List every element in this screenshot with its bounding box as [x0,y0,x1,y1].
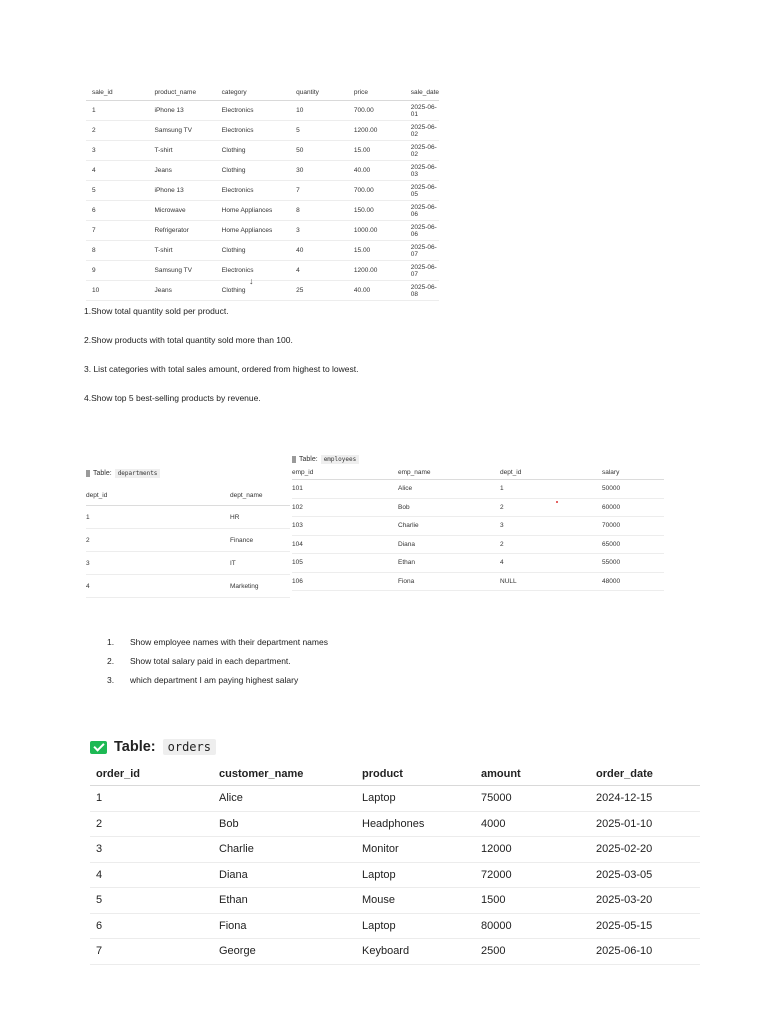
table-cell: Monitor [356,837,475,863]
question-line: 3. List categories with total sales amount, ordered from highest to lowest. [84,364,359,374]
list-text: Show employee names with their department names [130,637,328,647]
column-header: customer_name [213,762,356,786]
table-cell: Keyboard [356,939,475,965]
table-cell: 2025-06-02 [405,141,439,161]
table-cell: Headphones [356,811,475,837]
caption-table-name: employees [321,455,360,464]
column-header: sale_date [405,84,439,101]
table-cell: 150.00 [348,201,405,221]
table-row [292,498,664,517]
table-cell: 10 [290,101,348,121]
table-cell: HR [230,506,290,529]
list-item [107,675,407,687]
question-line: 4.Show top 5 best-selling products by revenue. [84,393,261,403]
table-cell: 4 [86,161,149,181]
table-cell: Samsung TV [149,261,216,281]
table-header-row [292,466,664,480]
table-cell: 1200.00 [348,261,405,281]
table-cell: 1 [86,506,230,529]
table-cell: Laptop [356,862,475,888]
table-cell: 2025-06-05 [405,181,439,201]
table-caption [90,736,700,758]
table-cell: 15.00 [348,141,405,161]
sales-rows [86,101,439,301]
caption-label: Table: [93,469,112,477]
table-row [86,506,290,529]
table-cell: 6 [86,201,149,221]
list-number: 3. [107,675,115,685]
table-row [86,161,439,181]
table-row [292,480,664,499]
table-row [292,517,664,536]
table-cell: NULL [500,572,602,591]
table-cell: 30 [290,161,348,181]
table-cell: 80000 [475,913,590,939]
table-cell: 1 [90,786,213,812]
employees-rows [292,480,664,591]
column-header: dept_name [230,485,290,506]
table-cell: 15.00 [348,241,405,261]
employees-table [292,466,664,591]
table-cell: 3 [290,221,348,241]
table-cell: 2025-06-10 [590,939,700,965]
table-cell: 4 [86,575,230,598]
table-cell: 3 [86,552,230,575]
table-row [90,862,700,888]
table-cell: 2 [86,529,230,552]
column-header: product_name [149,84,216,101]
table-cell: Laptop [356,786,475,812]
list-text: which department I am paying highest salary [130,675,299,685]
column-header: salary [602,466,664,480]
table-cell: Electronics [216,261,290,281]
table-cell: 25 [290,281,348,301]
table-row [86,529,290,552]
table-row [86,101,439,121]
table-cell: 4 [290,261,348,281]
column-header: order_date [590,762,700,786]
list-item [107,637,407,649]
table-cell: 2025-01-10 [590,811,700,837]
table-header-row [86,485,290,506]
table-cell: Jeans [149,281,216,301]
table-icon [292,456,296,463]
table-cell: Jeans [149,161,216,181]
table-cell: 9 [86,261,149,281]
table-cell: 2 [90,811,213,837]
table-cell: 2025-03-05 [590,862,700,888]
red-dot-mark [556,501,558,503]
table-cell: 2025-06-06 [405,221,439,241]
table-cell: 55000 [602,554,664,573]
column-header: dept_id [86,485,230,506]
table-cell: 1200.00 [348,121,405,141]
table-cell: 40 [290,241,348,261]
table-cell: Microwave [149,201,216,221]
table-cell: 50 [290,141,348,161]
table-row [86,201,439,221]
table-cell: 700.00 [348,101,405,121]
table-cell: 4 [500,554,602,573]
table-cell: George [213,939,356,965]
column-header: category [216,84,290,101]
list-number: 1. [107,637,115,647]
table-cell: 10 [86,281,149,301]
table-cell: 3 [86,141,149,161]
table-cell: 2025-06-06 [405,201,439,221]
table-cell: Mouse [356,888,475,914]
caption-table-name: departments [115,469,161,478]
table-cell: IT [230,552,290,575]
table-row [86,221,439,241]
table-cell: 8 [290,201,348,221]
list-item [107,656,407,668]
table-caption [292,452,664,466]
table-cell: Diana [213,862,356,888]
table-cell: 2025-06-07 [405,241,439,261]
table-cell: T-shirt [149,141,216,161]
table-caption [86,466,290,480]
list-number: 2. [107,656,115,666]
table-row [90,837,700,863]
table-cell: 7 [90,939,213,965]
table-cell: 1 [86,101,149,121]
table-row [90,939,700,965]
table-cell: 2025-06-07 [405,261,439,281]
table-row [86,575,290,598]
caption-label: Table: [114,739,156,755]
table-cell: 4 [90,862,213,888]
table-cell: 1 [500,480,602,499]
table-cell: iPhone 13 [149,101,216,121]
table-cell: Clothing [216,281,290,301]
table-cell: 8 [86,241,149,261]
table-cell: 700.00 [348,181,405,201]
table-cell: 4000 [475,811,590,837]
table-row [90,913,700,939]
table-row [90,811,700,837]
table-cell: 2024-12-15 [590,786,700,812]
orders-table [90,762,700,965]
table-row [90,888,700,914]
table-cell: 40.00 [348,161,405,181]
question-line: 1.Show total quantity sold per product. [84,306,229,316]
table-header-row [86,84,439,101]
column-header: order_id [90,762,213,786]
table-cell: iPhone 13 [149,181,216,201]
caption-label: Table: [299,455,318,463]
table-cell: Clothing [216,141,290,161]
table-cell: Fiona [398,572,500,591]
table-header-row [90,762,700,786]
table-row [292,535,664,554]
table-cell: 75000 [475,786,590,812]
caption-table-name: orders [163,739,216,755]
departments-rows [86,506,290,598]
table-cell: 104 [292,535,398,554]
employees-table-image [292,452,664,591]
column-header: emp_id [292,466,398,480]
table-cell: Alice [398,480,500,499]
table-cell: 2025-06-03 [405,161,439,181]
table-cell: 3 [90,837,213,863]
checkmark-icon [90,741,107,754]
table-cell: 2025-06-08 [405,281,439,301]
table-cell: 2500 [475,939,590,965]
table-cell: Ethan [213,888,356,914]
table-row [90,786,700,812]
table-row [292,554,664,573]
arrow-down-icon: ↓ [249,276,254,286]
table-cell: 40.00 [348,281,405,301]
table-cell: 1000.00 [348,221,405,241]
column-header: emp_name [398,466,500,480]
sales-table-image [86,84,439,301]
table-cell: 5 [86,181,149,201]
table-row [86,261,439,281]
table-cell: 7 [86,221,149,241]
table-cell: Fiona [213,913,356,939]
table-cell: Home Appliances [216,201,290,221]
table-cell: 101 [292,480,398,499]
table-cell: 2025-06-01 [405,101,439,121]
table-cell: Electronics [216,101,290,121]
table-cell: Home Appliances [216,221,290,241]
orders-rows [90,786,700,965]
table-cell: 12000 [475,837,590,863]
table-cell: 5 [90,888,213,914]
table-row [86,181,439,201]
table-cell: 50000 [602,480,664,499]
table-cell: Refrigerator [149,221,216,241]
table-cell: 72000 [475,862,590,888]
table-cell: Electronics [216,121,290,141]
table-cell: Electronics [216,181,290,201]
column-header: quantity [290,84,348,101]
table-cell: Alice [213,786,356,812]
table-cell: 2025-03-20 [590,888,700,914]
table-cell: 60000 [602,498,664,517]
table-cell: 65000 [602,535,664,554]
table-row [86,121,439,141]
table-icon [86,470,90,477]
table-cell: 105 [292,554,398,573]
table-row [86,281,439,301]
table-cell: 48000 [602,572,664,591]
table-cell: 2025-02-20 [590,837,700,863]
table-cell: Diana [398,535,500,554]
table-cell: 3 [500,517,602,536]
table-cell: 2025-05-15 [590,913,700,939]
table-cell: 2025-06-02 [405,121,439,141]
table-cell: 2 [500,498,602,517]
column-header: dept_id [500,466,602,480]
table-cell: 7 [290,181,348,201]
sales-table [86,84,439,301]
table-cell: T-shirt [149,241,216,261]
column-header: amount [475,762,590,786]
table-row [86,141,439,161]
table-row [86,552,290,575]
table-cell: 6 [90,913,213,939]
table-cell: Marketing [230,575,290,598]
table-cell: Finance [230,529,290,552]
table-cell: 103 [292,517,398,536]
table-cell: Bob [398,498,500,517]
table-cell: 2 [86,121,149,141]
list-text: Show total salary paid in each department. [130,656,291,666]
table-cell: Charlie [398,517,500,536]
table-cell: 106 [292,572,398,591]
departments-table [86,485,290,598]
question-line: 2.Show products with total quantity sold more than 100. [84,335,293,345]
table-cell: 2 [500,535,602,554]
table-cell: 1500 [475,888,590,914]
table-cell: 70000 [602,517,664,536]
table-cell: Laptop [356,913,475,939]
table-cell: Clothing [216,161,290,181]
table-row [292,572,664,591]
table-cell: 5 [290,121,348,141]
column-header: product [356,762,475,786]
table-cell: Clothing [216,241,290,261]
orders-table-image [90,736,700,965]
table-row [86,241,439,261]
table-cell: Bob [213,811,356,837]
column-header: sale_id [86,84,149,101]
table-cell: 102 [292,498,398,517]
table-cell: Samsung TV [149,121,216,141]
table-cell: Ethan [398,554,500,573]
column-header: price [348,84,405,101]
table-cell: Charlie [213,837,356,863]
departments-table-image [86,466,290,598]
